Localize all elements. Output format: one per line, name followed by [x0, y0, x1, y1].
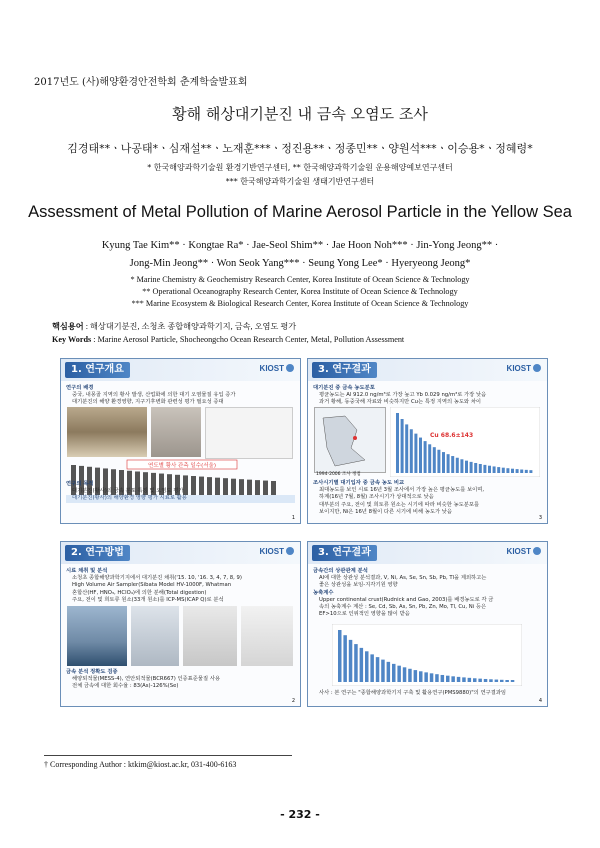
- slide-results-enrichment: 3. 연구결과 KIOST 금속간의 상관관계 분석 Al에 대한 상관성 분석결과, V, Ni, As, Se, Sn, Sb, Pb, Tl을 제외하고는 좋은 상관성을 보임-지각기원 영향 농축계수 Upper continental crust(Rudnick and Gao, 2003)를 배경농도로 각 금 속의 농축계수 계산 : Se, Cd, Sb, As, Sn, Pb, Zn, Mo, Tl, Cu, Ni 등은 EF>10으로 인위적인 영향을 많이 받음 사사 : 본 연구는 "종합해양과학기지 구축 및 활용연구(PMS9880)"의 연구결과임 4: [307, 541, 548, 707]
- dust-cloud-photo: [151, 407, 201, 457]
- bar: [525, 470, 528, 473]
- enrichment-factor-chart: [332, 624, 522, 686]
- english-authors-line-2: Jong-Min Jeong** · Won Seok Yang*** · Seung Yong Lee* · Hyeryeong Jeong*: [129, 258, 471, 269]
- bar: [483, 465, 486, 473]
- english-affiliation-1: * Marine Chemistry & Geochemistry Research Center, Korea Institute of Ocean Science & Technology: [130, 275, 470, 284]
- bar: [506, 468, 509, 473]
- bar: [442, 452, 445, 473]
- english-keywords: Key Words : Marine Aerosol Particle, Shocheongcho Ocean Research Center, Metal, Pollution Assessment: [52, 335, 405, 344]
- slide-title: 2. 연구방법: [65, 545, 130, 561]
- bar: [424, 672, 428, 682]
- bar: [457, 677, 461, 682]
- bar: [349, 640, 353, 682]
- bar: [410, 429, 413, 473]
- station-map: [314, 407, 386, 473]
- footnote-divider: [44, 755, 292, 756]
- bar: [505, 680, 509, 682]
- bar: [419, 671, 423, 682]
- bar: [414, 434, 417, 473]
- bar: [511, 469, 514, 473]
- bar: [474, 463, 477, 473]
- bar: [370, 654, 374, 682]
- bar: [376, 657, 380, 682]
- slide-title: 1. 연구개요: [65, 362, 130, 378]
- korean-keywords: 핵심용어 : 해상대기분진, 소청초 종합해양과학기지, 금속, 오염도 평가: [52, 322, 297, 331]
- kiost-logo: KIOST: [507, 364, 541, 373]
- kiost-logo: KIOST: [260, 364, 294, 373]
- bar: [456, 458, 459, 473]
- corresponding-author: † Corresponding Author : ktkim@kiost.ac.kr, 031-400-6163: [44, 760, 237, 769]
- slide-research-overview: 1. 연구개요 KIOST 연구의 배경 중국, 내몽골 지역의 황사 발생, 산업화에 의한 대기 오염물질 유입 증가 대기분진의 해양 환경영향, 지구기후변화 관련성 평가 필요성 증대 연도별 황사 관측 일수(서울) 연구의 목적 대기분진(황사)의 금속 분포 특징 및 오염도 평가 대기분진(황사)의 해양환경 영향 평가 시료로 활용 1: [60, 358, 301, 524]
- bar: [516, 469, 519, 473]
- bar: [451, 676, 455, 682]
- bar: [343, 635, 347, 682]
- bar: [451, 456, 454, 473]
- page-number: - 232 -: [280, 808, 320, 821]
- chart-label: 연도별 황사 관측 일수(서울): [148, 463, 216, 469]
- bar: [381, 660, 385, 682]
- air-sampler-photo: [131, 606, 179, 666]
- bar: [479, 464, 482, 473]
- bar: [392, 664, 396, 682]
- bar: [387, 662, 391, 682]
- bar: [500, 680, 504, 682]
- slide-title: 3. 연구결과: [312, 362, 377, 378]
- bar: [495, 680, 499, 682]
- korean-affiliation-2: *** 한국해양과학기술원 생태기반연구센터: [225, 177, 375, 186]
- cu-callout: Cu 68.6±143: [430, 432, 474, 439]
- bar: [446, 676, 450, 682]
- bar: [338, 630, 342, 682]
- kiost-logo: KIOST: [260, 547, 294, 556]
- icp-ms-photo: [241, 606, 293, 666]
- bar: [473, 678, 477, 682]
- bar: [511, 680, 515, 682]
- ocean-station-photo: [67, 606, 127, 666]
- bar: [465, 461, 468, 473]
- particle-image: [205, 407, 293, 459]
- bar: [433, 447, 436, 473]
- korean-title: 황해 해상대기분진 내 금속 오염도 조사: [172, 105, 428, 123]
- bar: [414, 670, 418, 682]
- bar: [396, 413, 399, 473]
- metal-concentration-chart: [390, 407, 540, 477]
- bar: [403, 667, 407, 682]
- english-authors-line-1: Kyung Tae Kim** · Kongtae Ra* · Jae-Seol Shim** · Jae Hoon Noh*** · Jin-Yong Jeong** ·: [101, 240, 499, 251]
- bar: [447, 454, 450, 473]
- bar: [484, 679, 488, 682]
- bar: [520, 470, 523, 473]
- bar: [360, 648, 364, 682]
- slide-results-concentration: 3. 연구결과 KIOST 대기분진 중 금속 농도분포 평균농도는 Al 912.0 ng/m³로 가장 높고 Yb 0.029 ng/m³로 가장 낮음 과거 황해, 동중국해 자료와 비슷하지만 Cu는 특정 지역의 농도와 차이 1994-2006 조사 정점 Cu 68.6±143 조사시기별 대기입자 중 금속 농도 비교 최대농도를 보인 시료 16년 3월 조사에서 가장 높은 평균농도를 보이며, 하계(16년 7월, 8월) 조사시기가 상대적으로 낮음 대부분의 주요, 전이 및 희토류 원소는 시기에 따라 비슷한 농도분포를 보이지만, Ni은 16년 8월이 다른 시기에 비해 농도가 낮음 3: [307, 358, 548, 524]
- english-affiliation-2: ** Operational Oceanography Research Center, Korea Institute of Ocean Science & Technology: [142, 287, 458, 296]
- bar: [460, 459, 463, 473]
- english-title: Assessment of Metal Pollution of Marine Aerosol Particle in the Yellow Sea: [28, 203, 572, 221]
- english-affiliation-3: *** Marine Ecosystem & Biological Research Center, Korea Institute of Ocean Science & Technology: [131, 299, 469, 308]
- kiost-logo: KIOST: [507, 547, 541, 556]
- korean-authors: 김경태**ㆍ나공태*ㆍ심재설**ㆍ노재훈***ㆍ정진용**ㆍ정종민**ㆍ양원석***ㆍ이승용*ㆍ정혜령*: [67, 142, 533, 155]
- bar: [408, 669, 412, 682]
- bar: [365, 651, 369, 682]
- bar: [397, 666, 401, 682]
- bar: [405, 424, 408, 473]
- bar: [424, 441, 427, 473]
- bar: [470, 462, 473, 473]
- bar: [419, 438, 422, 473]
- bar: [462, 677, 466, 682]
- slide-title: 3. 연구결과: [312, 545, 377, 561]
- bar: [529, 470, 532, 473]
- bar: [497, 467, 500, 473]
- bar: [354, 644, 358, 682]
- conference-header: 2017년도 (사)해양환경안전학회 춘계학술발표회: [34, 77, 248, 88]
- slide-methods: 2. 연구방법 KIOST 시료 채취 및 분석 소청초 종합해양과학기지에서 대기분진 채취('15. 10, '16. 3, 4, 7, 8, 9) High Volume Air Sampler(Sibata Model HV-1000F, Whatman 혼합산(HF, HNO₃, HClO₄)에 의한 분해(Total digestion) 주요, 전이 및 희토류 원소(33개 원소)를 ICP-MS(ICAP Q)로 분석 금속 분석 정확도 검증 해양퇴적물(MESS-4), 연안퇴적물(BCR667) 인증표준물질 사용 전체 금속에 대한 회수율 : 83(As)-126%(Se) 2: [60, 541, 301, 707]
- bar: [437, 450, 440, 473]
- bar: [428, 444, 431, 473]
- bar: [493, 466, 496, 473]
- bar: [430, 673, 434, 682]
- bar: [502, 468, 505, 473]
- bar: [478, 679, 482, 682]
- korean-affiliation-1: * 한국해양과학기술원 환경기반연구센터, ** 한국해양과학기술원 운용해양예보연구센터: [147, 163, 453, 172]
- bar: [401, 419, 404, 473]
- bar: [435, 674, 439, 682]
- digestion-photo: [183, 606, 237, 666]
- bar: [468, 678, 472, 682]
- dust-photo: [67, 407, 147, 457]
- bar: [489, 679, 493, 682]
- bar: [488, 466, 491, 473]
- bar: [441, 675, 445, 682]
